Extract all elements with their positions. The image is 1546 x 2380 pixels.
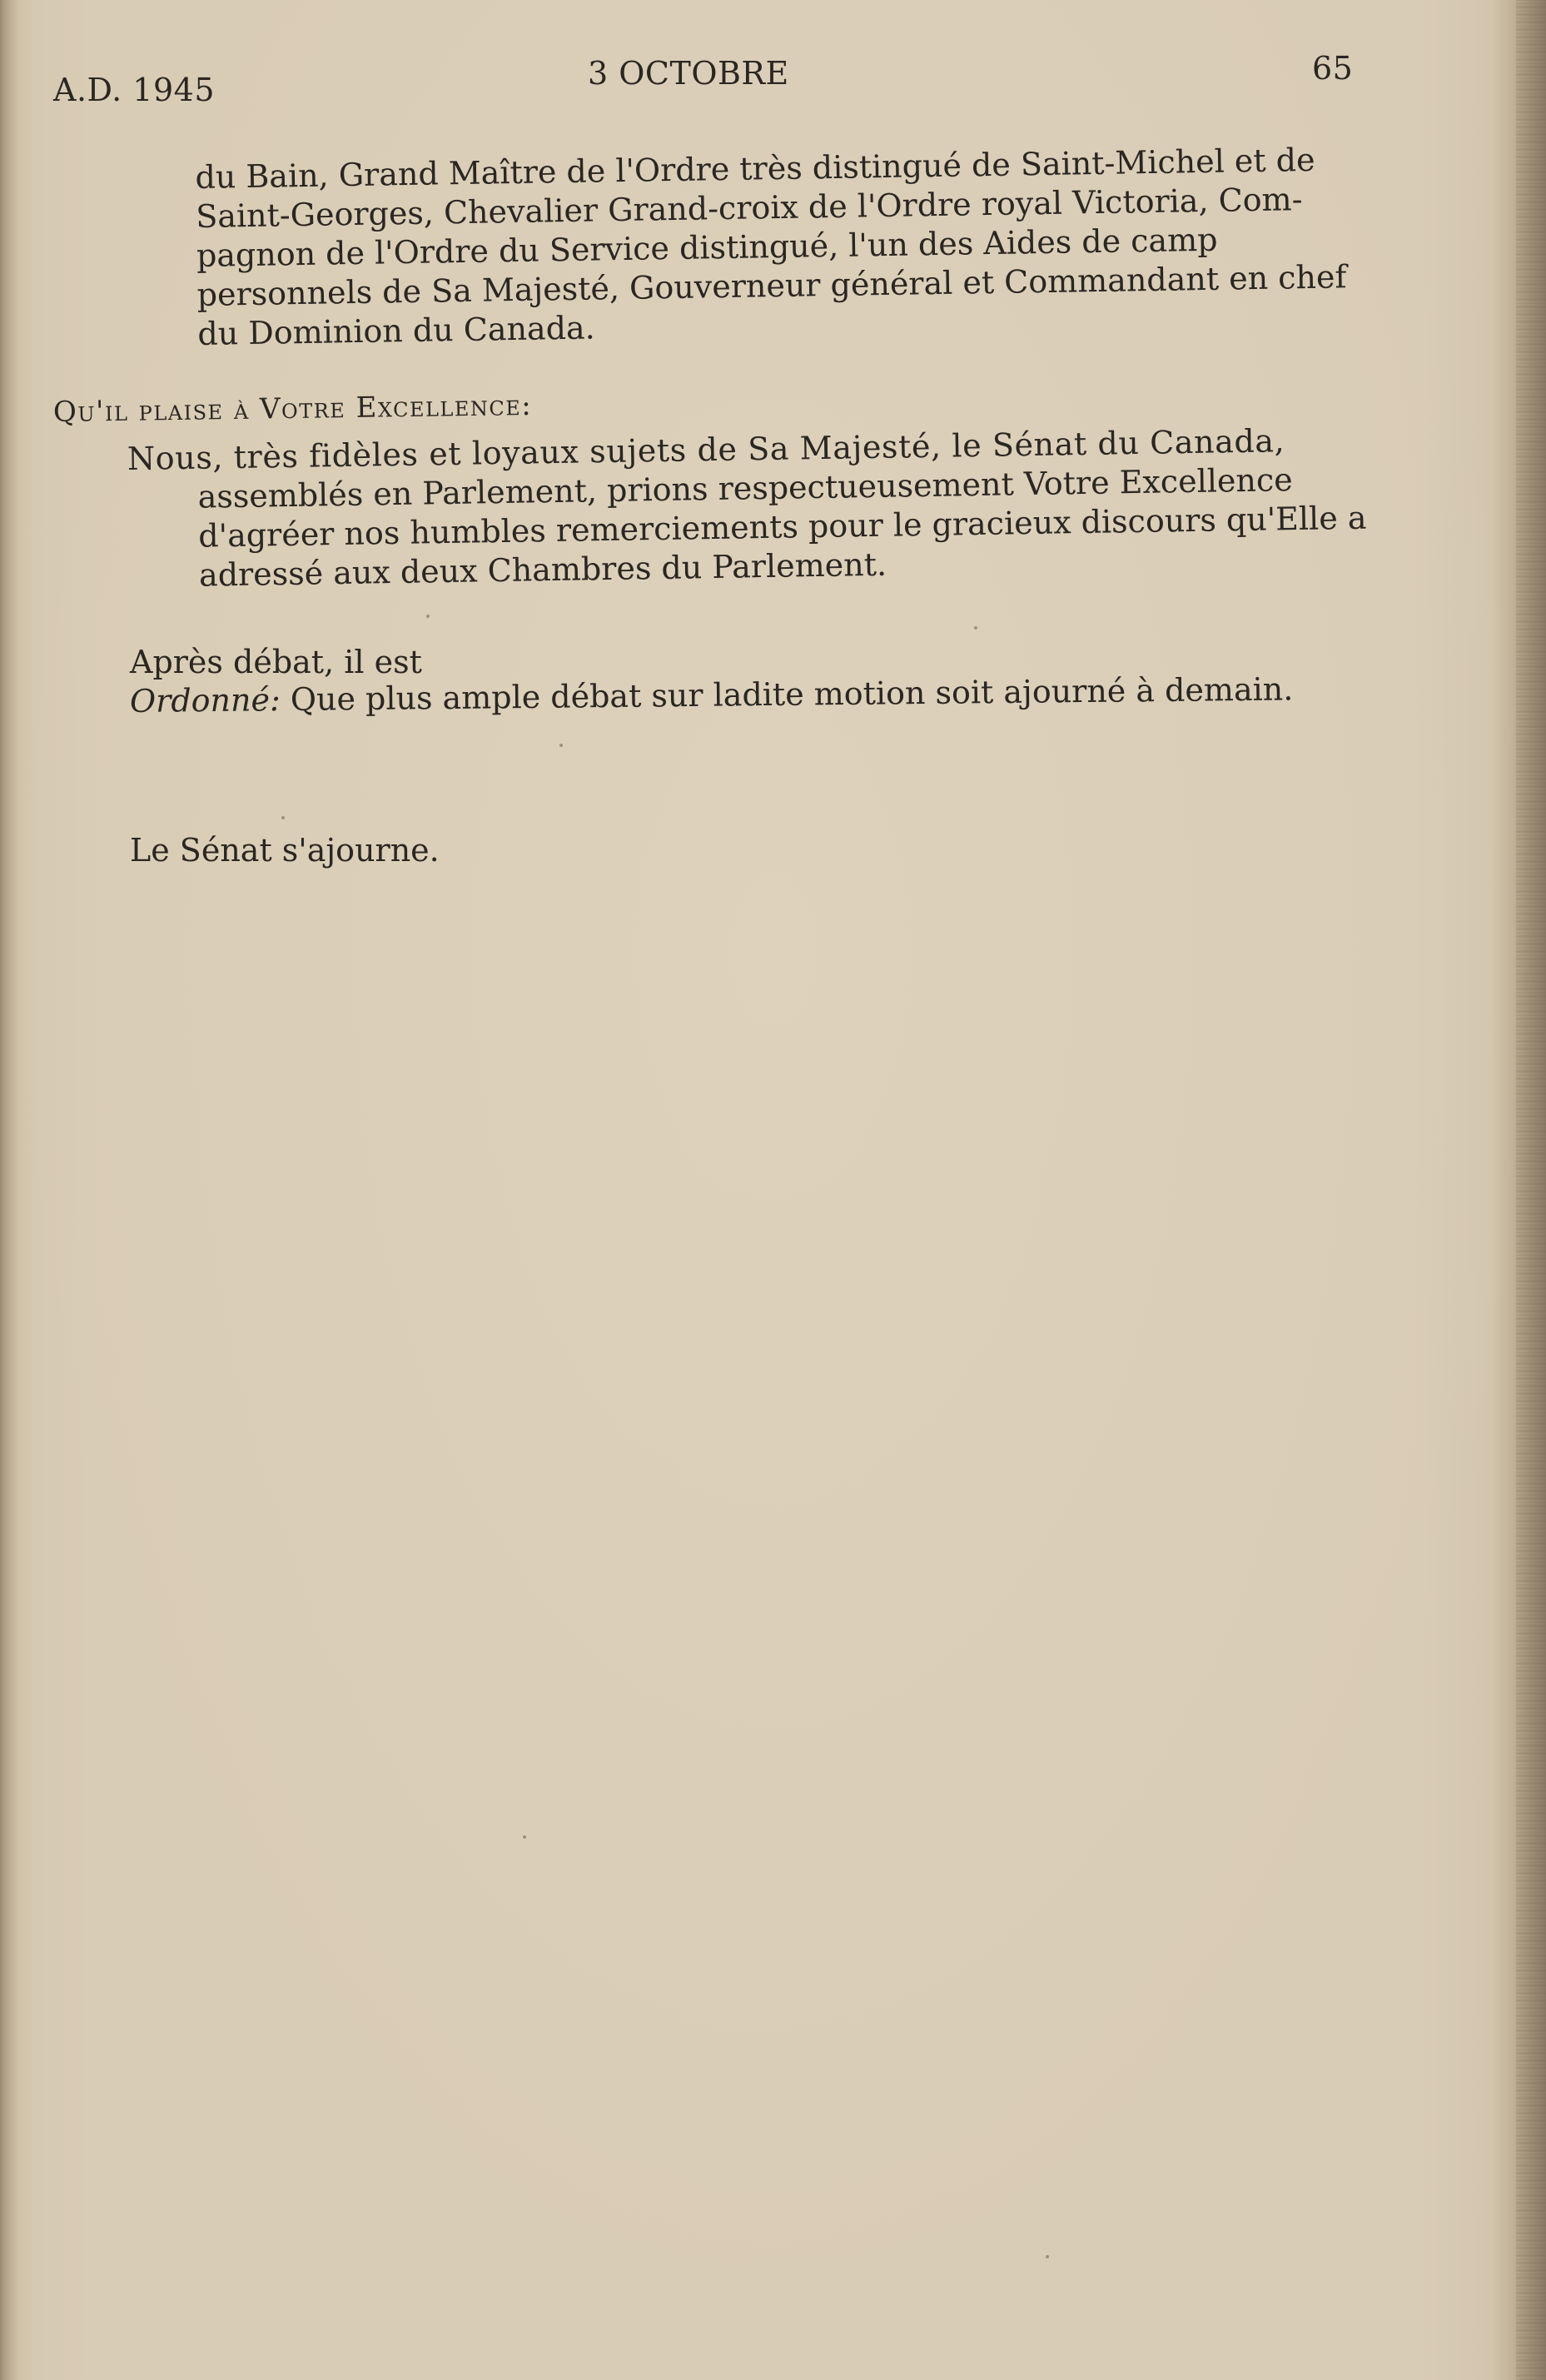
paper-speck <box>559 744 563 747</box>
paragraph-line: personnels de Sa Majesté, Gouverneur général et Commandant en chef <box>196 258 1347 313</box>
paper-speck <box>974 626 977 630</box>
debate-line: Après débat, il est <box>130 644 422 680</box>
paragraph-line: assemblés en Parlement, prions respectueusement Votre Excellence <box>197 461 1293 515</box>
address-heading: Qu'il plaise à Votre Excellence: <box>52 388 533 429</box>
running-header <box>0 50 1546 108</box>
paper-speck <box>523 1835 526 1839</box>
paragraph-line: d'agréer nos humbles remerciements pour le gracieux discours qu'Elle a <box>198 499 1367 555</box>
ordered-text: Que plus ample débat sur ladite motion soit ajourné à demain. <box>280 670 1294 719</box>
continuation-paragraph <box>195 140 1347 354</box>
ordered-label: Ordonné: <box>129 681 281 719</box>
paragraph-line: Nous, très fidèles et loyaux sujets de Sa Majesté, le Sénat du Canada, <box>127 422 1285 478</box>
paragraph-line: adressé aux deux Chambres du Parlement. <box>198 545 887 594</box>
paper-speck <box>1046 2255 1049 2258</box>
header-year: A.D. 1945 <box>53 72 215 108</box>
paper-speck <box>281 816 285 819</box>
paragraph-line: pagnon de l'Ordre du Service distingué, l'un des Aides de camp <box>196 221 1218 274</box>
page-edge <box>1516 0 1546 2380</box>
address-paragraph <box>127 421 1368 596</box>
paragraph-line: Saint-Georges, Chevalier Grand-croix de l'Ordre royal Victoria, Com- <box>195 181 1303 236</box>
page-number: 65 <box>1312 50 1354 87</box>
adjournment-line: Le Sénat s'ajourne. <box>130 832 440 869</box>
paper-speck <box>426 615 430 618</box>
debate-block <box>130 643 1293 721</box>
paragraph-line: du Bain, Grand Maître de l'Ordre très distingué de Saint-Michel et de <box>195 141 1315 197</box>
paragraph-line: du Dominion du Canada. <box>197 309 596 352</box>
binding-shadow <box>0 0 18 2380</box>
header-date: 3 OCTOBRE <box>588 55 789 92</box>
